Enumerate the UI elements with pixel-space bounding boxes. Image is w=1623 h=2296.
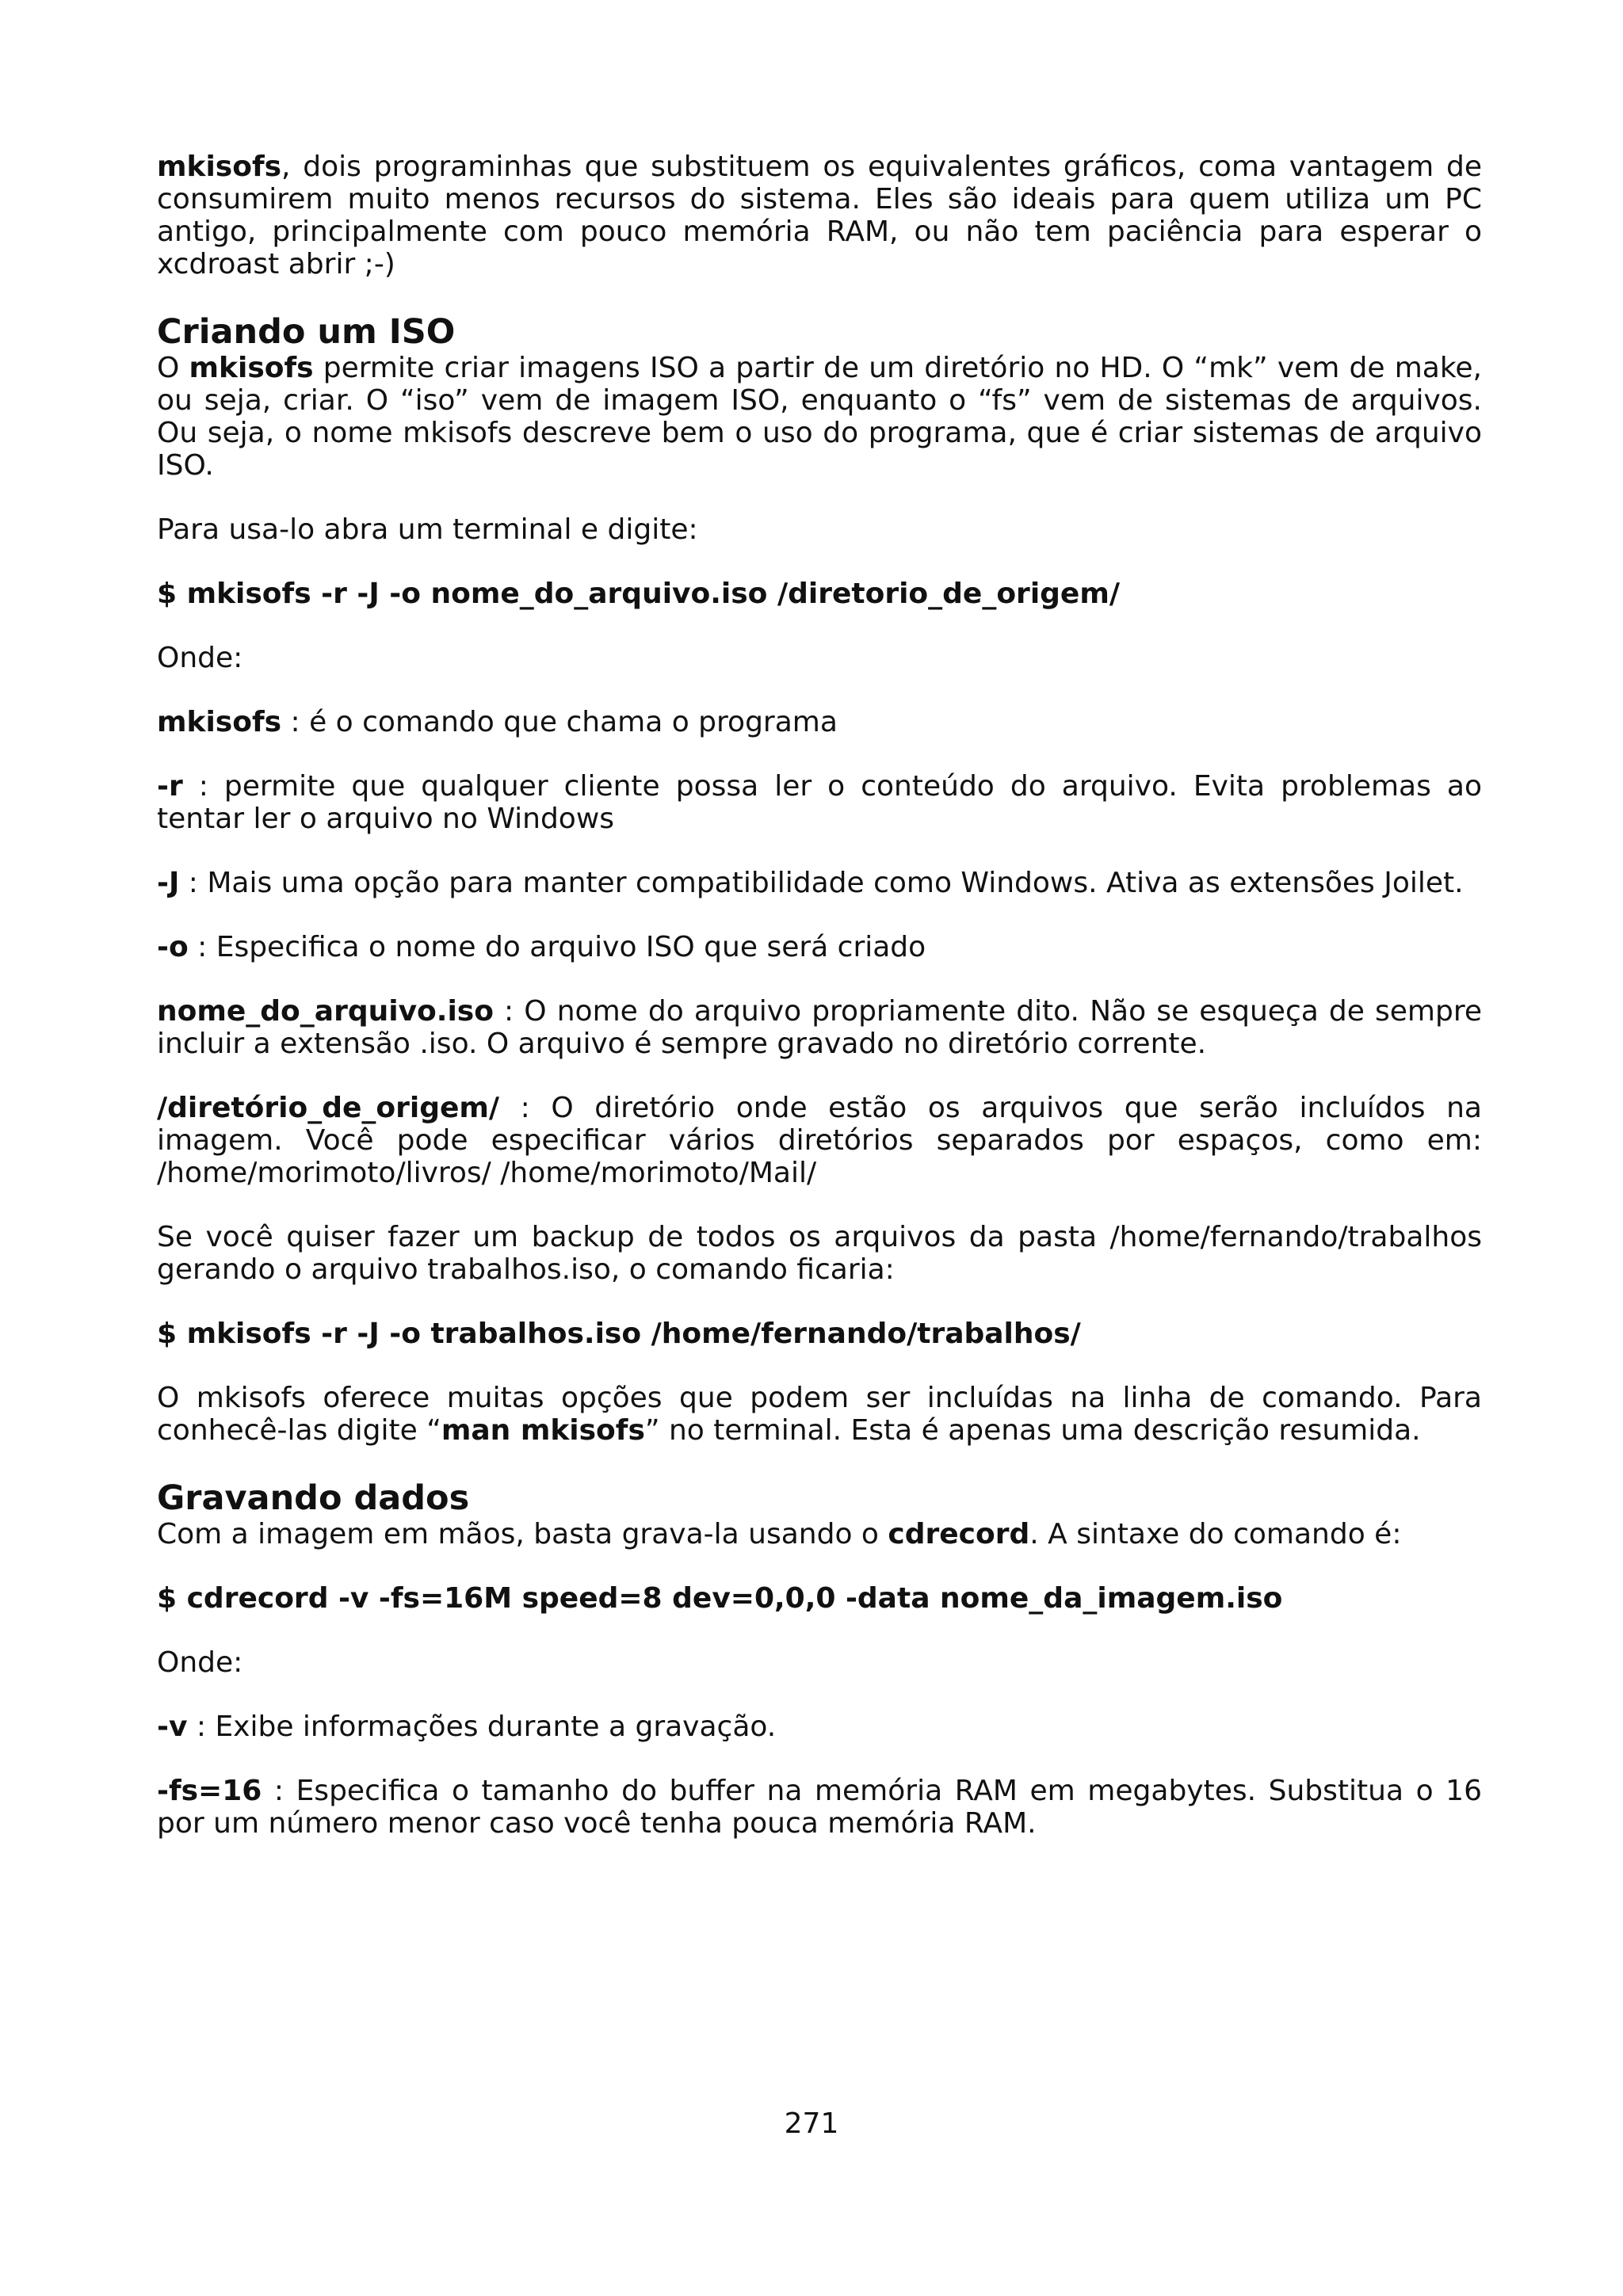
man-page-note	[157, 1382, 1482, 1447]
option-j	[157, 867, 1482, 899]
text-span: . A sintaxe do comando é:	[1029, 1518, 1402, 1550]
command-backup: $ mkisofs -r -J -o trabalhos.iso /home/fernando/trabalhos/	[157, 1318, 1081, 1350]
text-span: permite criar imagens ISO a partir de um diretório no HD. O “mk” vem de make, ou seja, criar. O “iso” vem de imagem ISO, enquanto o “fs” vem de sistemas de arquivos. Ou seja, o nome mkisofs descreve bem o uso do programa, que é criar sistemas de arquivo ISO.	[157, 352, 1482, 482]
option-filename	[157, 995, 1482, 1060]
option-o	[157, 931, 1482, 963]
option-desc: : permite que qualquer cliente possa ler o conteúdo do arquivo. Evita problemas ao tentar ler o arquivo no Windows	[157, 770, 1482, 835]
intro-text: , dois programinhas que substituem os equivalentes gráficos, coma vantagem de consumirem muito menos recursos do sistema. Eles são ideais para quem utiliza um PC antigo, principalmente com pouco memória RAM, ou não tem paciência para esperar o xcdroast abrir ;-)	[157, 151, 1482, 280]
bold-term: cdrecord	[888, 1518, 1030, 1550]
option-source-dir	[157, 1092, 1482, 1189]
option-desc: : O nome do arquivo propriamente dito. Não se esqueça de sempre incluir a extensão .iso. O arquivo é sempre gravado no diretório corrente.	[157, 995, 1482, 1060]
intro-paragraph	[157, 151, 1482, 280]
option-term: mkisofs	[157, 706, 282, 738]
backup-example: Se você quiser fazer um backup de todos os arquivos da pasta /home/fernando/trabalhos gerando o arquivo trabalhos.iso, o comando ficaria:	[157, 1221, 1482, 1286]
text-span: ” no terminal. Esta é apenas uma descrição resumida.	[644, 1414, 1421, 1447]
option-desc: : Especifica o nome do arquivo ISO que será criado	[188, 931, 926, 963]
cdrecord-intro	[157, 1518, 1482, 1550]
option-desc: : O diretório onde estão os arquivos que serão incluídos na imagem. Você pode especificar vários diretórios separados por espaços, como em: /home/morimoto/livros/ /home/morimoto/Mail/	[157, 1092, 1482, 1189]
command-mkisofs: $ mkisofs -r -J -o nome_do_arquivo.iso /diretorio_de_origem/	[157, 578, 1120, 610]
command-cdrecord: $ cdrecord -v -fs=16M speed=8 dev=0,0,0 -data nome_da_imagem.iso	[157, 1582, 1283, 1615]
section-heading-gravando: Gravando dados	[157, 1478, 470, 1518]
option-desc: : Especifica o tamanho do buffer na memória RAM em megabytes. Substitua o 16 por um número menor caso você tenha pouca memória RAM.	[157, 1775, 1482, 1840]
section-heading-criando: Criando um ISO	[157, 312, 456, 352]
option-term: /diretório_de_origem/	[157, 1092, 500, 1124]
option-term: -o	[157, 931, 189, 963]
onde-label: Onde:	[157, 1646, 243, 1679]
option-fs	[157, 1775, 1482, 1840]
option-mkisofs	[157, 706, 1482, 738]
bold-term: man mkisofs	[441, 1414, 645, 1447]
option-desc: : Exibe informações durante a gravação.	[187, 1711, 777, 1743]
text-span: Com a imagem em mãos, basta grava-la usando o	[157, 1518, 888, 1550]
mkisofs-description	[157, 352, 1482, 482]
intro-term: mkisofs	[157, 151, 282, 183]
onde-label: Onde:	[157, 642, 243, 674]
option-v	[157, 1711, 1482, 1743]
option-term: -v	[157, 1711, 188, 1743]
page-number: 271	[784, 2107, 839, 2140]
option-desc: : Mais uma opção para manter compatibilidade como Windows. Ativa as extensões Joilet.	[179, 867, 1464, 899]
text-span: O mkisofs oferece muitas opções que podem ser incluídas na linha de comando. Para conhecê-las digite “	[157, 1382, 1482, 1447]
option-term: -fs=16	[157, 1775, 262, 1807]
page-content	[157, 151, 1482, 1871]
option-term: -r	[157, 770, 183, 803]
option-term: -J	[157, 867, 180, 899]
option-term: nome_do_arquivo.iso	[157, 995, 494, 1028]
usage-intro: Para usa-lo abra um terminal e digite:	[157, 513, 698, 546]
bold-term: mkisofs	[189, 352, 314, 384]
option-r	[157, 770, 1482, 835]
option-desc: : é o comando que chama o programa	[281, 706, 838, 738]
text-span: O	[157, 352, 189, 384]
